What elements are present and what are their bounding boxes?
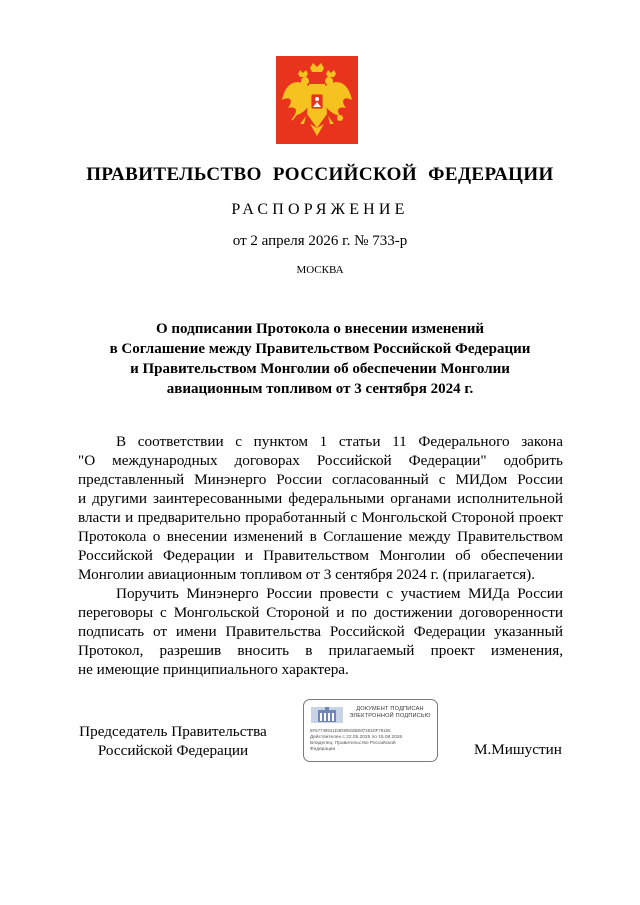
paragraph-line: Протокола о внесении изменений в Соглашение между Правительством	[78, 528, 563, 545]
paragraph-line: не имеющие принципиального характера.	[78, 661, 349, 678]
paragraph-line: В соответствии с пунктом 1 статьи 11 Федерального закона	[116, 433, 563, 450]
signer-name: М.Мишустин	[474, 741, 562, 758]
paragraph-line: переговоры с Монгольской Стороной и по достижении договоренности	[78, 604, 563, 621]
signer-position	[78, 722, 268, 760]
certificate-owner: Владелец: Правительство Российской Федерации	[310, 741, 396, 752]
document-date-number: от 2 апреля 2026 г. № 733-р	[232, 233, 408, 249]
document-subject	[0, 319, 640, 399]
body-paragraph-1	[78, 432, 563, 584]
stamp-title-line: ДОКУМЕНТ ПОДПИСАН	[356, 706, 424, 712]
paragraph-line: подписать от имени Правительства Российской Федерации указанный	[78, 623, 563, 640]
signer-position-line: Председатель Правительства	[79, 723, 267, 740]
paragraph-line: Российской Федерации и Правительством Монголии об обеспечении	[78, 547, 563, 564]
signer-position-line: Российской Федерации	[97, 742, 249, 759]
government-building-logo-icon	[310, 706, 344, 724]
coat-of-arms-icon	[276, 56, 358, 144]
paragraph-line: Протокол, разрешив вносить в прилагаемый проект изменения,	[78, 642, 563, 659]
stamp-title-line: ЭЛЕКТРОННОЙ ПОДПИСЬЮ	[349, 713, 431, 719]
document-type: РАСПОРЯЖЕНИЕ	[231, 201, 409, 218]
paragraph-line: представленный Минэнерго России согласованный с МИДом России	[78, 471, 563, 488]
certificate-number: 6F67748541D3D9081BBM7281DF79155	[310, 728, 391, 733]
document-city: МОСКВА	[296, 264, 344, 276]
paragraph-line: власти и предварительно проработанный с Монгольской Стороной проект	[78, 509, 563, 526]
paragraph-line: Монголии авиационным топливом от 3 сентября 2024 г. (прилагается).	[78, 566, 536, 583]
certificate-validity: Действителен с 22.05.2025 по 15.08.2026	[310, 735, 403, 740]
signature-stamp-title	[345, 706, 435, 720]
government-title: ПРАВИТЕЛЬСТВО РОССИЙСКОЙ ФЕДЕРАЦИИ	[86, 164, 554, 185]
paragraph-line: и другими заинтересованными федеральными органами исполнительной	[78, 490, 563, 507]
subject-line: в Соглашение между Правительством Российской Федерации	[109, 341, 531, 357]
subject-line: и Правительством Монголии об обеспечении Монголии	[130, 361, 510, 377]
subject-line: О подписании Протокола о внесении изменений	[156, 321, 484, 337]
body-paragraph-2	[78, 584, 563, 679]
paragraph-line: "О международных договорах Российской Федерации" одобрить	[78, 452, 563, 469]
electronic-signature-stamp	[303, 699, 438, 762]
subject-line: авиационным топливом от 3 сентября 2024 г.	[166, 381, 474, 397]
paragraph-line: Поручить Минэнерго России провести с участием МИДа России	[116, 585, 563, 602]
